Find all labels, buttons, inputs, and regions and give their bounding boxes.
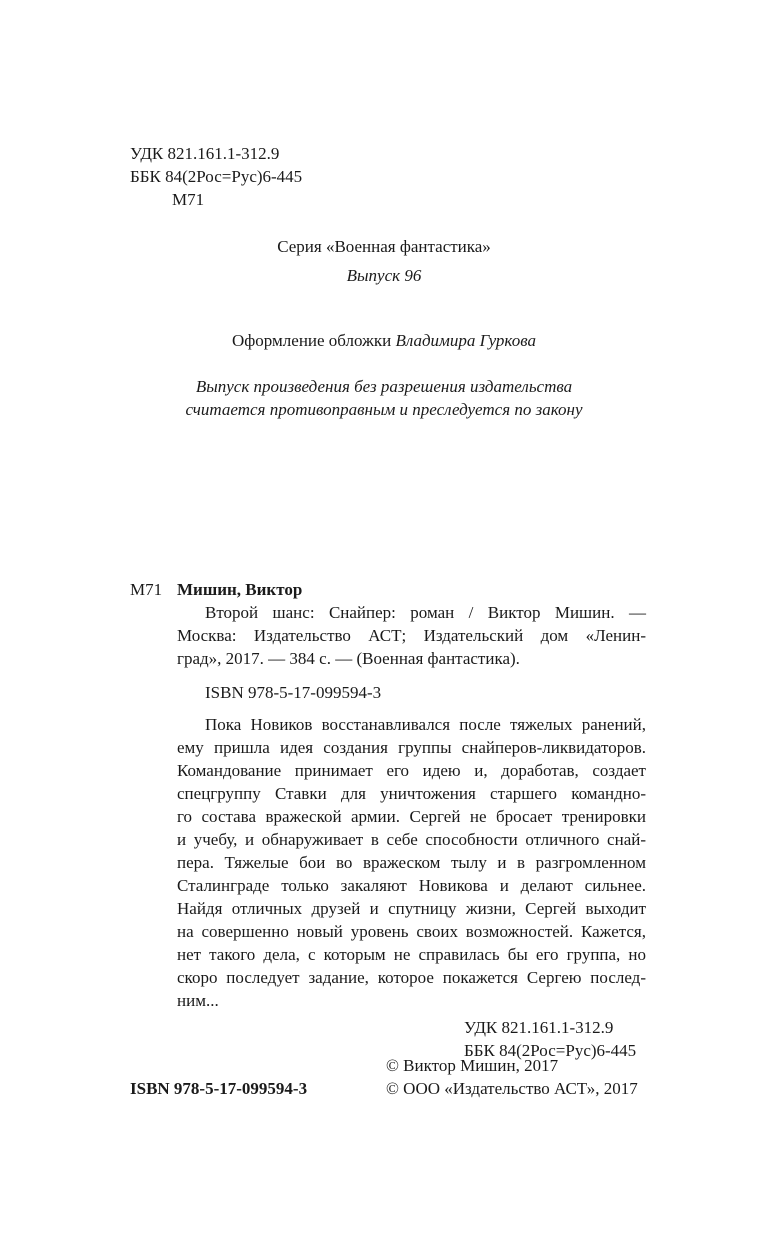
top-bbk: ББК 84(2Рос=Рус)6-445 [130, 167, 303, 186]
annotation-line: Сталинграде только закаляют Новикова и делают сильнее. [177, 876, 646, 895]
cover-designer: Владимира Гуркова [395, 331, 536, 350]
annotation-line: Пока Новиков восстанавливался после тяжелых ранений, [205, 715, 646, 734]
catalog-author: Мишин, Виктор [177, 580, 303, 599]
annotation-line: Найдя отличных друзей и спутницу жизни, Сергей выходит [177, 899, 646, 918]
bibliographic-line: Москва: Издательство АСТ; Издательский дом «Ленин- [177, 626, 646, 645]
catalog-mark: М71 [130, 580, 163, 599]
annotation-line: на совершенно новый уровень своих возможностей. Кажется, [177, 922, 646, 941]
bibliographic-line: Второй шанс: Снайпер: роман / Виктор Мишин. — [205, 603, 646, 622]
annotation-line: нет такого дела, с которым не справилась бы его группа, но [177, 945, 646, 964]
catalog-udk: УДК 821.161.1-312.9 [464, 1018, 614, 1037]
footer-isbn: ISBN 978-5-17-099594-3 [130, 1079, 308, 1098]
bibliographic-line: град», 2017. — 384 с. — (Военная фантастика). [177, 649, 520, 668]
top-author-mark: М71 [172, 190, 205, 209]
copyright-notice-line1: Выпуск произведения без разрешения издательства [195, 377, 573, 396]
cover-credit [0, 330, 768, 352]
annotation-line: скоро последует задание, которое покажется Сергею послед- [177, 968, 646, 987]
copyright-notice-line2: считается противоправным и преследуется по закону [185, 400, 583, 419]
series-issue: Выпуск 96 [346, 266, 422, 285]
copyright-publisher: © ООО «Издательство АСТ», 2017 [386, 1079, 638, 1098]
annotation-line: Командование принимает его идею и, доработав, создает [177, 761, 646, 780]
annotation-line: пера. Тяжелые бои во вражеском тылу и в разгромленном [177, 853, 646, 872]
series-title: Серия «Военная фантастика» [277, 237, 491, 256]
cover-credit-prefix: Оформление обложки [232, 331, 392, 350]
annotation-line: го состава вражеской армии. Сергей не бросает тренировки [177, 807, 646, 826]
annotation-line: ему пришла идея создания группы снайперов-ликвидаторов. [177, 738, 646, 757]
annotation-line: ним... [177, 991, 219, 1010]
catalog-isbn: ISBN 978-5-17-099594-3 [205, 683, 382, 702]
annotation-line: и учебу, и обнаруживает в себе способности отличного снай- [177, 830, 646, 849]
annotation-line: спецгруппу Ставки для уничтожения старшего командно- [177, 784, 646, 803]
catalog-bbk: ББК 84(2Рос=Рус)6-445 [464, 1041, 637, 1060]
top-udk: УДК 821.161.1-312.9 [130, 144, 280, 163]
copyright-author: © Виктор Мишин, 2017 [386, 1056, 559, 1075]
